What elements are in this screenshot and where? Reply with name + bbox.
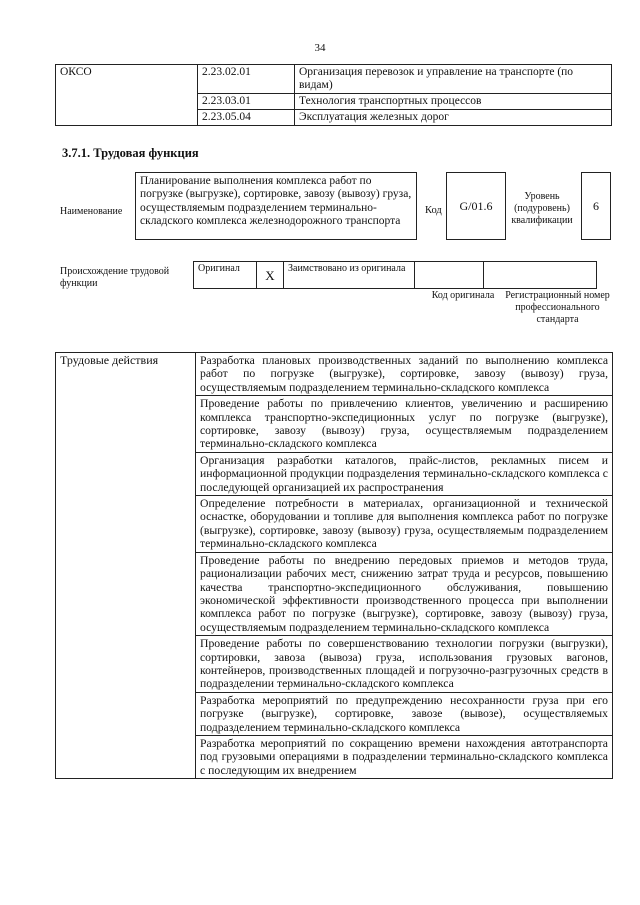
function-name: Планирование выполнения комплекса работ по погрузке (выгрузке), сортировке, завозу (вывозу) груза, осуществляемым подразделением терминально-складского комплекса железнодорожного транспорта (135, 172, 417, 240)
labor-action: Проведение работы по совершенствованию технологии погрузки (выгрузки), сортировки, завоза (вывоза) груза, использования грузовых вагонов, контейнеров, производственных площадей и погрузочно-разгрузочных средств в подразделении терминально-складского комплекса (196, 636, 613, 693)
okso-row (56, 65, 612, 94)
okso-table (55, 64, 612, 126)
qualification-level: 6 (581, 172, 611, 240)
original-mark: X (257, 262, 284, 289)
origin-table (193, 261, 597, 289)
okso-code: 2.23.05.04 (198, 110, 295, 126)
labor-actions-label: Трудовые действия (56, 353, 196, 779)
okso-label: ОКСО (56, 65, 198, 126)
reg-number-cell (484, 262, 597, 289)
page-number: 34 (314, 42, 326, 54)
original-label: Оригинал (194, 262, 257, 289)
origin-label: Происхождение трудовой функции (60, 266, 170, 289)
okso-code: 2.23.03.01 (198, 94, 295, 110)
okso-title: Технология транспортных процессов (295, 94, 612, 110)
code-original-cell (415, 262, 484, 289)
labor-action: Организация разработки каталогов, прайс-листов, рекламных писем и информационной продукции подразделения терминально-складского комплекса с последующей организацией их распространения (196, 452, 613, 495)
section-heading: 3.7.1. Трудовая функция (62, 146, 199, 160)
table-row (56, 353, 613, 396)
labor-action: Определение потребности в материалах, организационной и технической оснастке, оборудовании и топливе для выполнения комплекса работ по погрузке (выгрузке), сортировке, завозу (вывозу) груза, осуществляемым подразделением терминально-складского комплекса (196, 496, 613, 553)
okso-title: Организация перевозок и управление на транспорте (по видам) (295, 65, 612, 94)
okso-title: Эксплуатация железных дорог (295, 110, 612, 126)
name-label: Наименование (60, 206, 123, 217)
labor-actions-table (55, 352, 613, 779)
labor-action: Разработка плановых производственных заданий по выполнению комплекса работ по погрузке (выгрузке), сортировке, завозу (вывозу) груза, осуществляемым подразделением терминально-складского комплекса (196, 353, 613, 396)
labor-action: Проведение работы по привлечению клиентов, увеличению и расширению комплекса транспортно-экспедиционных услуг по погрузке (выгрузке), сортировке, завозу (вывозу) груза, осуществляемым подразделением терминально-складского комплекса (196, 396, 613, 453)
labor-action: Разработка мероприятий по сокращению времени нахождения автотранспорта под грузовыми операциями в подразделении терминально-складского комплекса с последующим их внедрением (196, 735, 613, 778)
labor-action: Проведение работы по внедрению передовых приемов и методов труда, рационализации рабочих мест, снижению затрат труда и ресурсов, повышению качества транспортно-экспедиционного обслуживания, повышению экономической эффективности производственного процесса при выполнении комплекса работ по погрузке (выгрузке), сортировке, завозу (вывозу) груза, осуществляемым подразделением терминально-складского комплекса (196, 552, 613, 635)
function-code: G/01.6 (446, 172, 506, 240)
code-original-label: Код оригинала (431, 290, 495, 301)
okso-code: 2.23.02.01 (198, 65, 295, 94)
code-label: Код (425, 205, 442, 216)
level-label: Уровень (подуровень) квалификации (511, 191, 573, 226)
reg-number-label: Регистрационный номер профессионального стандарта (505, 290, 610, 325)
borrowed-label: Заимствовано из оригинала (284, 262, 415, 289)
labor-action: Разработка мероприятий по предупреждению несохранности груза при его погрузке (выгрузке), сортировке, завозе (вывозе), осуществляемых подразделением терминально-складского комплекса (196, 692, 613, 735)
